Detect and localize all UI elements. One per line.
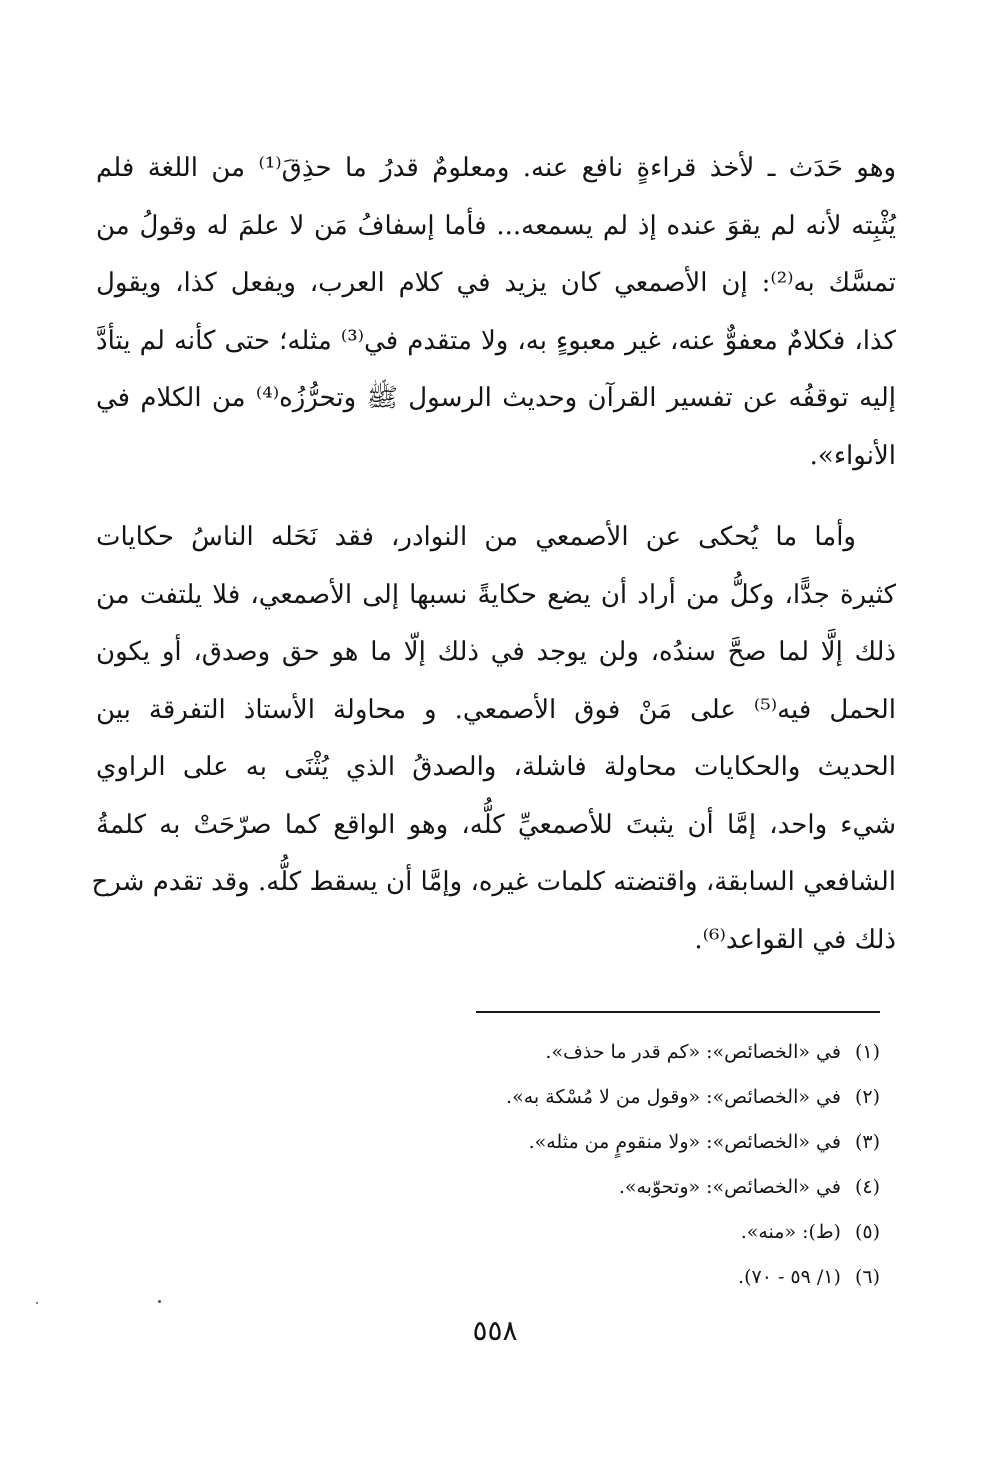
footnote-text: (١/ ٥٩ - ٧٠). bbox=[738, 1266, 841, 1288]
paragraph-2 bbox=[91, 509, 897, 969]
footnote-number: (٣) bbox=[854, 1131, 880, 1153]
text-line: إليه توقفُه عن تفسير القرآن وحديث الرسول ﷺ وتحرُّزُه⁽⁴⁾ من الكلام في bbox=[96, 383, 896, 413]
text-line: تمسَّك به⁽²⁾: إن الأصمعي كان يزيد في كلام العرب، ويفعل كذا، ويقول bbox=[96, 268, 897, 298]
text-line: الشافعي السابقة، واقتضته كلمات غيره، وإمَّا أن يسقط كلُّه. وقد تقدم شرح bbox=[91, 867, 896, 897]
text-line: شيء واحد، إمَّا أن يثبتَ للأصمعيِّ كلُّه، وهو الواقع كما صرّحَتْ به كلمةُ bbox=[96, 809, 896, 840]
paragraph-1 bbox=[96, 140, 896, 485]
footnote-text: (ط): «منه». bbox=[740, 1221, 841, 1243]
page-number: ٥٥٨ bbox=[472, 1314, 518, 1347]
footnote-number: (٥) bbox=[854, 1221, 880, 1243]
footnote-text: في «الخصائص»: «وقول من لا مُسْكة به». bbox=[506, 1086, 841, 1108]
footnote-number: (١) bbox=[854, 1041, 880, 1063]
text-line: الحمل فيه⁽⁵⁾ على مَنْ فوق الأصمعي. و محاولة الأستاذ التفرقة بين bbox=[96, 694, 897, 725]
footnotes bbox=[380, 1030, 880, 1300]
text-line: يُثْبِته لأنه لم يقوَ عنده إذ لم يسمعه... فأما إسفافُ مَن لا علمَ له وقولُ من bbox=[96, 210, 896, 241]
footnote-number: (٤) bbox=[854, 1176, 880, 1198]
footnote-item bbox=[380, 1165, 880, 1210]
text-line: وأما ما يُحكى عن الأصمعي من النوادر، فقد نَحَله الناسُ حكايات bbox=[96, 522, 856, 552]
text-line: كذا، فكلامٌ معفوٌّ عنه، غير معبوءٍ به، ولا متقدم في⁽³⁾ مثله؛ حتى كأنه لم يتأدَّ bbox=[96, 325, 896, 356]
footnote-divider bbox=[476, 1011, 880, 1013]
text-line: كثيرة جدًّا، وكلُّ من أراد أن يضع حكايةً نسبها إلى الأصمعي، فلا يلتفت من bbox=[96, 579, 896, 610]
footnote-item bbox=[380, 1075, 880, 1120]
main-text bbox=[91, 140, 897, 969]
footnote-item bbox=[380, 1030, 880, 1075]
scan-speck bbox=[158, 1300, 161, 1303]
scan-speck bbox=[36, 1302, 38, 1304]
footnote-item bbox=[380, 1255, 880, 1300]
footnote-item bbox=[380, 1120, 880, 1165]
footnote-number: (٦) bbox=[854, 1266, 880, 1288]
footnote-text: في «الخصائص»: «ولا منقومٍ من مثله». bbox=[528, 1131, 841, 1153]
text-line: الأنواء». bbox=[809, 440, 896, 471]
footnote-number: (٢) bbox=[854, 1086, 880, 1108]
text-line: ذلك في القواعد⁽⁶⁾. bbox=[694, 924, 896, 955]
footnote-text: في «الخصائص»: «كم قدر ما حذف». bbox=[545, 1041, 841, 1063]
text-line: الحديث والحكايات محاولة فاشلة، والصدقُ الذي يُثْنَى به على الراوي bbox=[96, 752, 896, 782]
text-line: وهو حَدَث ـ لأخذ قراءةٍ نافع عنه. ومعلومٌ قدرُ ما حذِقَ⁽¹⁾ من اللغة فلم bbox=[96, 153, 896, 183]
footnote-text: في «الخصائص»: «وتحوّبه». bbox=[618, 1176, 841, 1198]
text-line: ذلك إلَّا لما صحَّ سندُه، ولن يوجد في ذلك إلّا ما هو حق وصدق، أو يكون bbox=[96, 637, 896, 667]
footnote-item bbox=[380, 1210, 880, 1255]
